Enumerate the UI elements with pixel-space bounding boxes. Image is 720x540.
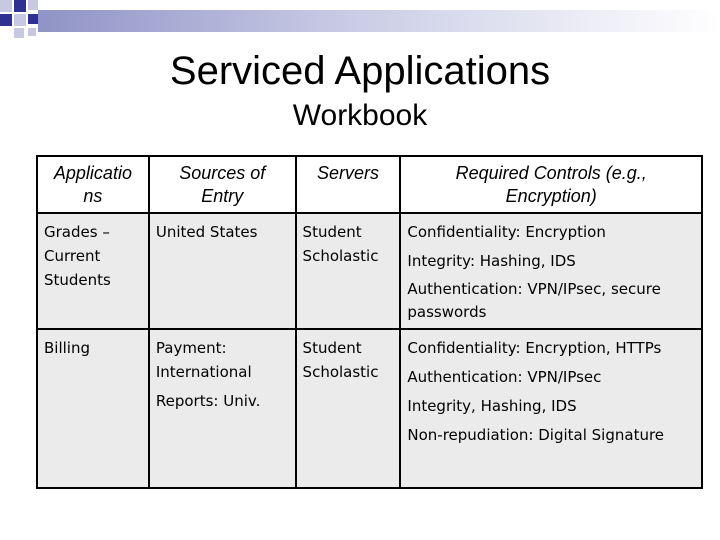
cell-servers [296, 213, 401, 329]
corner-square-decoration [28, 0, 38, 10]
table-header-row [37, 156, 702, 213]
corner-square-decoration [28, 14, 38, 24]
control-line: Confidentiality: Encryption [407, 223, 606, 241]
source-line: United States [155, 223, 258, 241]
control-line: Integrity: Hashing, IDS [407, 252, 576, 270]
column-header-sources [149, 156, 296, 213]
corner-square-decoration [14, 28, 24, 38]
control-line: Authentication: VPN/IPsec [407, 368, 602, 386]
table-row [37, 213, 702, 329]
cell-controls [400, 213, 702, 329]
cell-application [37, 213, 149, 329]
servers-text: Student Scholastic [302, 339, 379, 381]
column-header-required-controls [400, 156, 702, 213]
slide-title: Serviced Applications [169, 49, 551, 93]
corner-square-decoration [14, 14, 26, 26]
header-text: Sources of Entry [179, 163, 266, 206]
corner-square-decoration [0, 14, 12, 26]
control-line: Authentication: VPN/IPsec, secure passwords [407, 280, 661, 321]
cell-sources [149, 329, 296, 488]
column-header-servers [296, 156, 401, 213]
application-text: Billing [44, 339, 90, 357]
source-line: Payment: International [155, 339, 252, 381]
corner-square-decoration [0, 0, 12, 12]
header-gradient-bar [38, 10, 720, 32]
source-line: Reports: Univ. [155, 392, 261, 410]
applications-table [36, 155, 703, 489]
control-line: Non-repudiation: Digital Signature [407, 426, 665, 444]
table-row [37, 329, 702, 488]
cell-servers [296, 329, 401, 488]
servers-text: Student Scholastic [302, 223, 379, 265]
control-line: Confidentiality: Encryption, HTTPs [407, 339, 662, 357]
header-text: Servers [316, 163, 379, 183]
column-header-applications [37, 156, 149, 213]
header-text: Applicatio ns [53, 163, 132, 206]
cell-sources [149, 213, 296, 329]
cell-application [37, 329, 149, 488]
corner-square-decoration [14, 0, 26, 12]
slide-subtitle: Workbook [292, 99, 428, 132]
header-text: Required Controls (e.g., Encryption) [455, 163, 647, 206]
control-line: Integrity, Hashing, IDS [407, 397, 577, 415]
application-text: Grades – Current Students [44, 223, 111, 289]
corner-square-decoration [28, 28, 36, 36]
cell-controls [400, 329, 702, 488]
